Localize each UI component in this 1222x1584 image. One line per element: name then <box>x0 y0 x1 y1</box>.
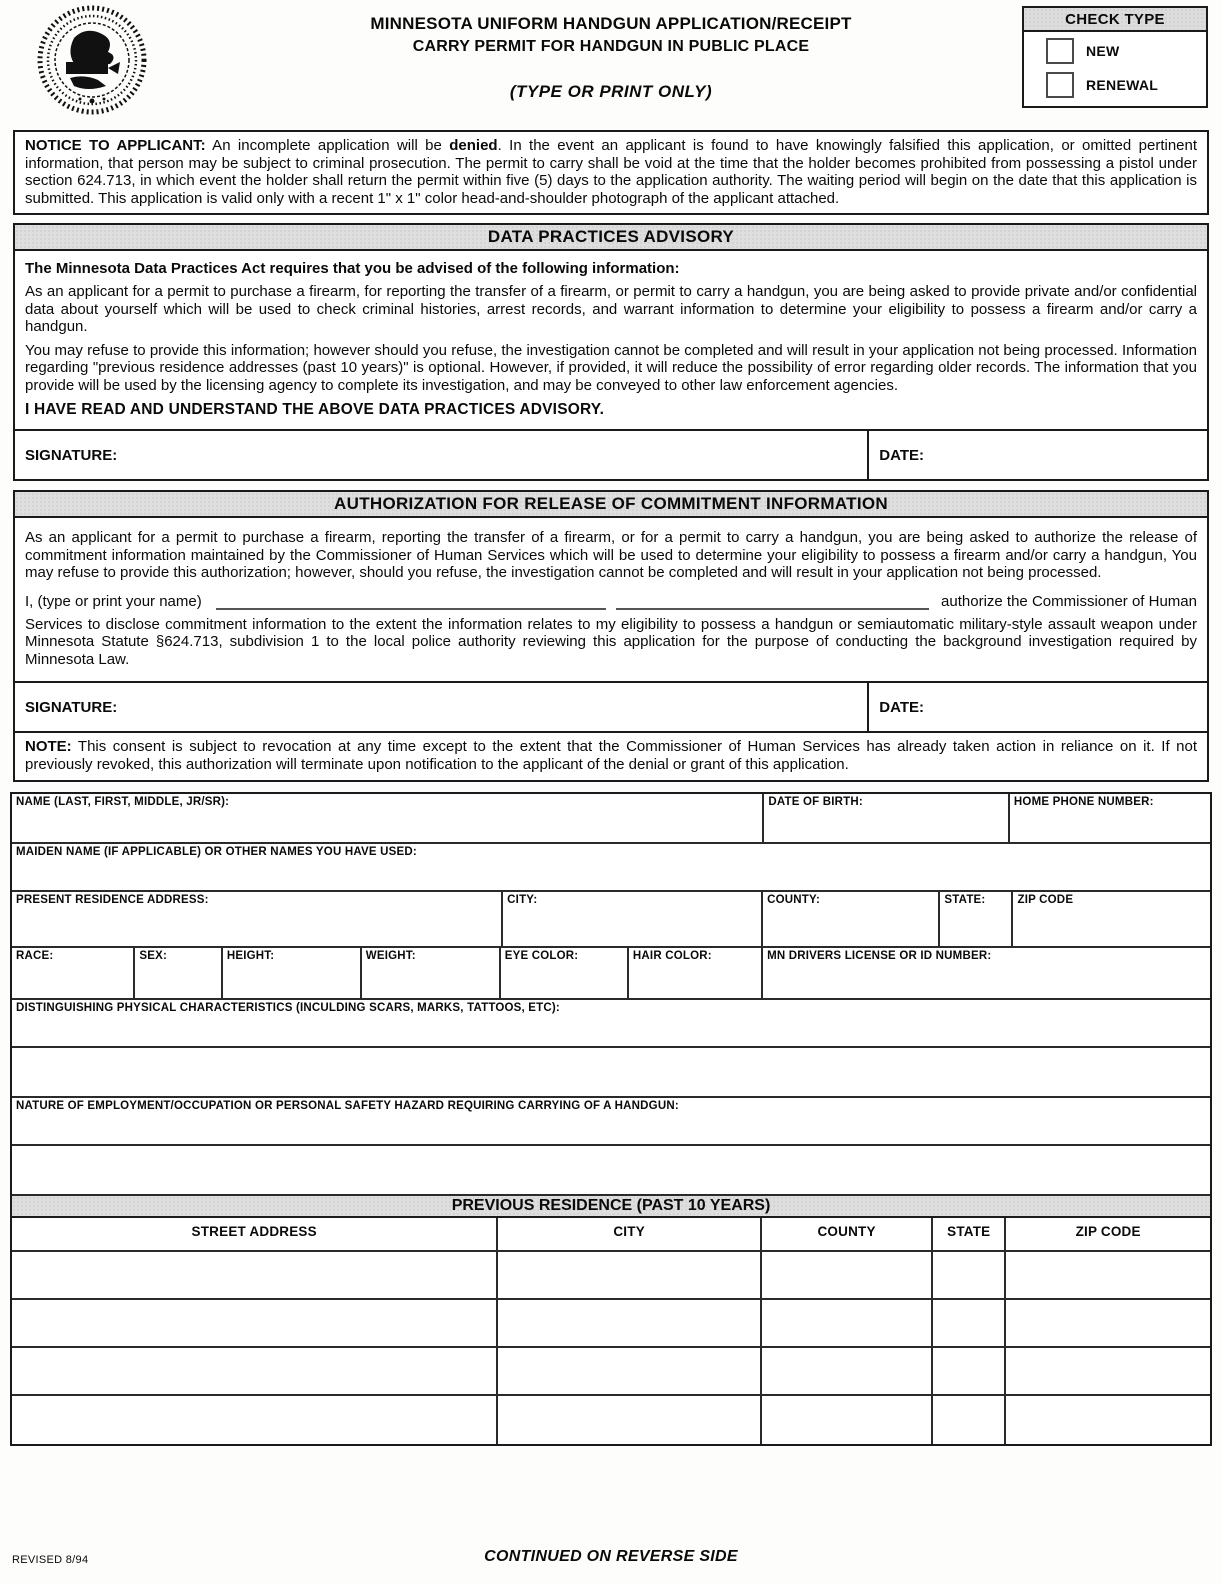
maiden-name-label: MAIDEN NAME (IF APPLICABLE) OR OTHER NAMES YOU HAVE USED: <box>16 846 417 858</box>
form-title-block <box>250 14 972 102</box>
characteristics-continuation-field[interactable] <box>12 1048 1210 1096</box>
applicant-name-line <box>25 592 1197 610</box>
authorization-title: AUTHORIZATION FOR RELEASE OF COMMITMENT INFORMATION <box>15 492 1207 518</box>
prev-residence-1-zip[interactable] <box>1006 1252 1210 1298</box>
previous-residence-row-2 <box>12 1300 1210 1348</box>
height-label: HEIGHT: <box>226 950 275 962</box>
applicant-name-field-2[interactable] <box>616 592 929 610</box>
renewal-checkbox[interactable] <box>1046 72 1074 98</box>
data-practices-paragraph-2: You may refuse to provide this information; however should you refuse, the investigation cannot be completed and will result in your application not being processed. Information regarding "previous residence addresses (past 10 years)" is optional. However, if provided, it will reduce the possibility of error regarding older records. The information that you provide will be used by the licensing agency to complete its investigation, and may be conveyed to other law enforcement agencies. <box>25 341 1197 394</box>
check-type-option-new <box>1024 32 1206 66</box>
data-practices-lead: The Minnesota Data Practices Act requires that you be advised of the following information: <box>25 260 680 277</box>
prev-residence-2-county[interactable] <box>762 1300 933 1346</box>
check-type-option-renewal <box>1024 66 1206 106</box>
name-line-prefix: I, (type or print your name) <box>25 592 202 610</box>
previous-residence-row-4 <box>12 1396 1210 1444</box>
prev-residence-3-street[interactable] <box>12 1348 498 1394</box>
authorization-signature-field[interactable] <box>15 683 867 731</box>
data-practices-signature-field[interactable] <box>15 431 867 479</box>
notice-text-2: . In the event an applicant is found to have knowingly falsified this application, or omitted pertinent information, that person may be subject to criminal prosecution. The permit to carry shall be void at the time that the holder becomes prohibited from possessing a pistol under section 624.713, in which event the holder shall return the permit within five (5) days to the application authority. The waiting period will begin on the date that this application is submitted. This application is valid only with a recent 1" x 1" color head-and-shoulder photograph of the applicant attached. <box>25 137 1198 207</box>
notice-bold-denied: denied <box>449 137 498 154</box>
revised-date: REVISED 8/94 <box>12 1554 89 1566</box>
column-header-state: STATE <box>933 1218 1006 1250</box>
check-type-box <box>1022 6 1208 108</box>
data-practices-date-field[interactable] <box>867 431 1207 479</box>
height-field[interactable] <box>223 948 362 998</box>
prev-residence-1-street[interactable] <box>12 1252 498 1298</box>
form-footer <box>10 1548 1212 1574</box>
authorization-paragraph-1: As an applicant for a permit to purchase a firearm, reporting the transfer of a firearm, or for a permit to carry a handgun, you are being asked to authorize the release of commitment information maintained by the Commissioner of Human Services which will be used to determine your eligibility to possess a firearm and/or carry a handgun, You may refuse to provide this authorization; however, should you refuse, the investigation cannot be completed and will result in your application not being processed. <box>25 529 1197 581</box>
prev-residence-1-state[interactable] <box>933 1252 1006 1298</box>
maiden-name-field[interactable] <box>12 844 1210 890</box>
previous-residence-title: PREVIOUS RESIDENCE (PAST 10 YEARS) <box>12 1196 1210 1218</box>
home-phone-field[interactable] <box>1010 794 1210 842</box>
date-label: DATE: <box>879 698 924 716</box>
date-of-birth-field[interactable] <box>764 794 1010 842</box>
characteristics-continuation-row <box>12 1048 1210 1098</box>
prev-residence-3-city[interactable] <box>498 1348 762 1394</box>
city-field[interactable] <box>503 892 763 946</box>
address-row <box>12 892 1210 948</box>
drivers-license-label: MN DRIVERS LICENSE OR ID NUMBER: <box>767 950 992 962</box>
form-header <box>0 0 1222 122</box>
new-checkbox-label: NEW <box>1086 43 1120 59</box>
notice-to-applicant-box <box>13 130 1209 215</box>
county-field[interactable] <box>763 892 940 946</box>
state-field[interactable] <box>940 892 1013 946</box>
column-header-city: CITY <box>498 1218 762 1250</box>
prev-residence-1-county[interactable] <box>762 1252 933 1298</box>
column-header-zip: ZIP CODE <box>1075 1224 1141 1239</box>
eye-color-field[interactable] <box>501 948 629 998</box>
present-address-field[interactable] <box>12 892 503 946</box>
note-text: This consent is subject to revocation at any time except to the extent that the Commissioner of Human Services has already taken action in reliance on it. If not previously revoked, this authorization will terminate upon notification to the applicant of the denial or grant of this application. <box>25 738 1197 773</box>
race-field[interactable] <box>12 948 135 998</box>
weight-field[interactable] <box>362 948 501 998</box>
form-title-line1: MINNESOTA UNIFORM HANDGUN APPLICATION/RECEIPT <box>370 14 852 33</box>
type-or-print-note: (TYPE OR PRINT ONLY) <box>509 82 713 101</box>
prev-residence-2-street[interactable] <box>12 1300 498 1346</box>
employment-continuation-row <box>12 1146 1210 1196</box>
employment-label-row <box>12 1098 1210 1146</box>
notice-label: NOTICE TO APPLICANT: <box>25 137 206 154</box>
form-title-line2: CARRY PERMIT FOR HANDGUN IN PUBLIC PLACE <box>412 38 810 55</box>
maiden-name-row <box>12 844 1210 892</box>
applicant-info-table <box>10 792 1212 1446</box>
prev-residence-1-city[interactable] <box>498 1252 762 1298</box>
previous-residence-row-1 <box>12 1252 1210 1300</box>
column-header-county: COUNTY <box>762 1218 933 1250</box>
state-label: STATE: <box>944 894 986 906</box>
notice-paragraph <box>15 132 1207 213</box>
continued-on-reverse: CONTINUED ON REVERSE SIDE <box>484 1548 738 1565</box>
prev-residence-4-zip[interactable] <box>1006 1396 1210 1444</box>
zip-code-field[interactable] <box>1013 892 1210 946</box>
physical-description-row <box>12 948 1210 1000</box>
hair-color-field[interactable] <box>629 948 763 998</box>
characteristics-label-row <box>12 1000 1210 1048</box>
zip-label: ZIP CODE <box>1017 894 1074 906</box>
data-practices-paragraph-1: As an applicant for a permit to purchase a firearm, for reporting the transfer of a firearm, or permit to carry a handgun, you are being asked to provide private and/or confidential data about yourself which will be used to check criminal histories, arrest records, and warrant information to determine your eligibility to possess a firearm and/or carry a handgun. <box>25 283 1197 335</box>
authorization-signature-row <box>15 681 1207 731</box>
name-row <box>12 794 1210 844</box>
notice-text-1: An incomplete application will be <box>205 137 450 154</box>
characteristics-label: DISTINGUISHING PHYSICAL CHARACTERISTICS (INCULDING SCARS, MARKS, TATTOOS, ETC): <box>16 1002 560 1014</box>
prev-residence-4-city[interactable] <box>498 1396 762 1444</box>
prev-residence-4-state[interactable] <box>933 1396 1006 1444</box>
name-field[interactable] <box>12 794 764 842</box>
previous-residence-row-3 <box>12 1348 1210 1396</box>
eye-color-label: EYE COLOR: <box>504 950 579 962</box>
authorization-paragraph-2: Services to disclose commitment information to the extent the information relates to my eligibility to possess a handgun or semiautomatic military-style assault weapon under Minnesota Statute §624.713, subdivision 1 to the local police authority reviewing this application for the purpose of conducting the background investigation required by Minnesota Law. <box>25 615 1197 668</box>
note-label: NOTE: <box>25 738 72 755</box>
prev-residence-3-state[interactable] <box>933 1348 1006 1394</box>
phone-field-label: HOME PHONE NUMBER: <box>1013 796 1154 808</box>
sex-label: SEX: <box>139 950 168 962</box>
prev-residence-3-zip[interactable] <box>1006 1348 1210 1394</box>
signature-label: SIGNATURE: <box>25 446 118 464</box>
name-field-label: NAME (LAST, FIRST, MIDDLE, JR/SR): <box>16 796 230 808</box>
applicant-name-field-1[interactable] <box>216 592 607 610</box>
prev-residence-2-state[interactable] <box>933 1300 1006 1346</box>
prev-residence-4-street[interactable] <box>12 1396 498 1444</box>
employment-field[interactable] <box>12 1098 1210 1144</box>
data-practices-advisory-section <box>13 223 1209 481</box>
drivers-license-field[interactable] <box>763 948 1210 998</box>
authorization-date-field[interactable] <box>867 683 1207 731</box>
signature-label: SIGNATURE: <box>25 698 118 716</box>
city-label: CITY: <box>507 894 538 906</box>
prev-residence-4-county[interactable] <box>762 1396 933 1444</box>
employment-label: NATURE OF EMPLOYMENT/OCCUPATION OR PERSONAL SAFETY HAZARD REQUIRING CARRYING OF A HANDGUN: <box>16 1100 679 1112</box>
minnesota-state-seal-icon <box>36 4 148 116</box>
employment-continuation-field[interactable] <box>12 1146 1210 1194</box>
race-label: RACE: <box>16 950 54 962</box>
check-type-title: CHECK TYPE <box>1024 8 1206 32</box>
data-practices-signature-row <box>15 429 1207 479</box>
prev-residence-2-city[interactable] <box>498 1300 762 1346</box>
renewal-checkbox-label: RENEWAL <box>1086 77 1159 93</box>
weight-label: WEIGHT: <box>365 950 416 962</box>
dob-field-label: DATE OF BIRTH: <box>768 796 863 808</box>
previous-residence-header-row <box>12 1218 1210 1252</box>
date-label: DATE: <box>879 446 924 464</box>
county-label: COUNTY: <box>767 894 821 906</box>
data-practices-advisory-title: DATA PRACTICES ADVISORY <box>15 225 1207 251</box>
sex-field[interactable] <box>135 948 222 998</box>
new-checkbox[interactable] <box>1046 38 1074 64</box>
characteristics-field[interactable] <box>12 1000 1210 1046</box>
hair-color-label: HAIR COLOR: <box>632 950 712 962</box>
name-line-suffix: authorize the Commissioner of Human <box>941 592 1197 610</box>
prev-residence-3-county[interactable] <box>762 1348 933 1394</box>
prev-residence-2-zip[interactable] <box>1006 1300 1210 1346</box>
column-header-street: STREET ADDRESS <box>12 1218 498 1250</box>
data-practices-acknowledgement: I HAVE READ AND UNDERSTAND THE ABOVE DATA PRACTICES ADVISORY. <box>25 401 605 418</box>
authorization-release-section <box>13 490 1209 782</box>
address-label: PRESENT RESIDENCE ADDRESS: <box>16 894 209 906</box>
authorization-note <box>15 731 1207 780</box>
